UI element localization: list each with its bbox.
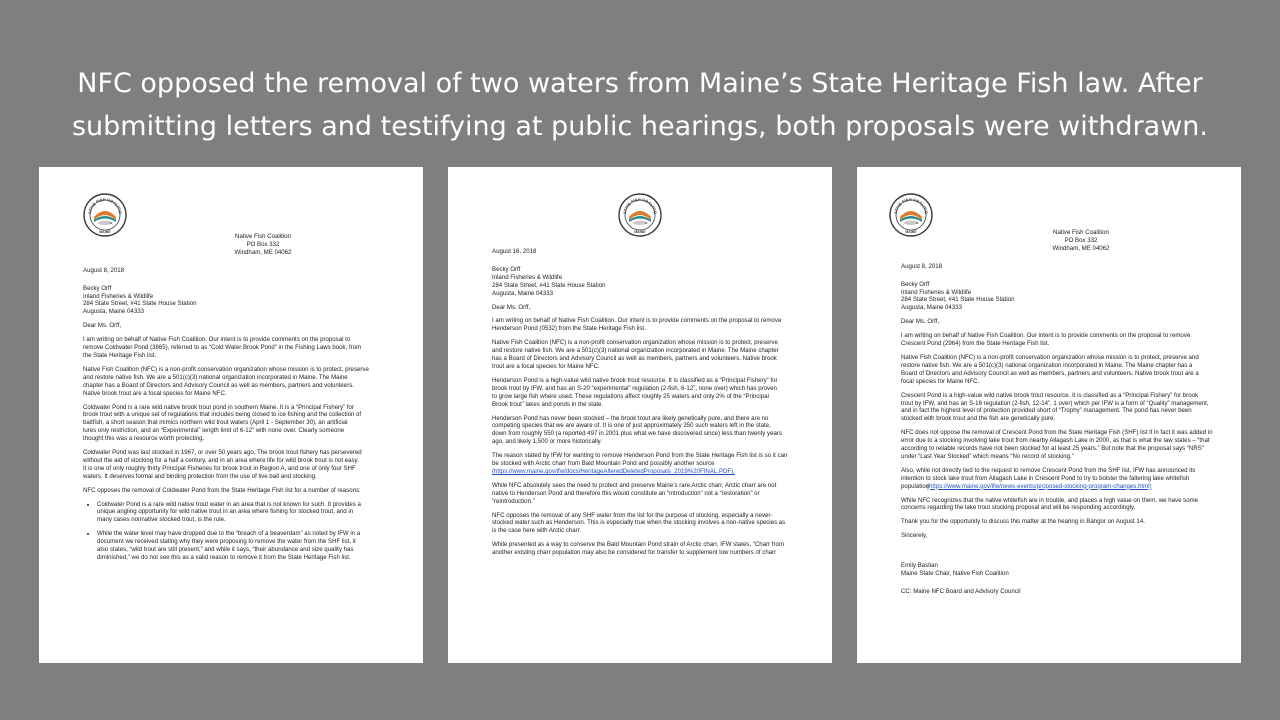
text-line: PO Box 332 [1064, 236, 1098, 244]
text-line: I am writing on behalf of Native Fish Coalition. Our intent is to provide comments on the proposal to [83, 336, 351, 344]
paragraph [901, 497, 1213, 513]
text-line: ago, and likely 1,500 or more historically. [492, 438, 602, 446]
text-line: Thank you for the opportunity to discuss this matter at the hearing in Bangor on August 14. [901, 518, 1145, 526]
text-line: intention to stock lake trout from Allagash Lake in Crescent Pond to try to bolster the faltering lake whitefish [901, 474, 1190, 482]
letter-body [492, 317, 804, 446]
text-line: 284 State Street, #41 State House Station [901, 296, 1015, 304]
letter-crescent-pond [857, 167, 1241, 663]
text-line: Emily Bastian [901, 562, 938, 570]
text-line: Inland Fisheries & Wildlife [83, 292, 154, 300]
text-line: thought this was a resource worth protecting. [83, 435, 205, 443]
slide-title [0, 62, 1280, 148]
salutation: Dear Ms. Orff, [492, 303, 531, 311]
letter-date: August 16, 2018 [492, 248, 537, 255]
paragraph [492, 415, 804, 447]
svg-text:NATIVE FISH COALITION: ATIVE FISH COALITIO [622, 196, 659, 215]
svg-text:MAINE: MAINE [99, 230, 111, 234]
reasons-list [83, 501, 395, 562]
text-line: Augusta, Maine 04333 [901, 304, 962, 312]
text-line: also states, “wild trout are still present,” and while it says, “their abundance and size quality has [97, 546, 354, 554]
text-line: Augusta, Maine 04333 [492, 289, 553, 297]
text-line: to grow large fish where used. These regulations affect roughly 25 waters and only 2% of the “Principal [492, 392, 769, 400]
letter-body-continued [901, 497, 1213, 541]
text-line: Inland Fisheries & Wildlife [901, 288, 972, 296]
text-line: is the case here with Arctic charr. [492, 527, 582, 535]
text-line: While presented as a way to conserve the Bald Mountain Pond strain of Arctic charr, IFW states, “Charr from [492, 541, 784, 549]
letter-date: August 8, 2018 [901, 262, 942, 270]
text-line: baitfish, a short season that mimics northern wild trout waters (April 1 - September 30), an artificial [83, 419, 348, 427]
text-line: diminished,” we do not see this as a valid reason to remove it from the State Heritage Fish list. [97, 554, 351, 561]
text-line: chapter has a Board of Directors and Advisory Council as well as members, partners and volunteers. [83, 381, 354, 389]
text-line: without the aid of stocking for a half a century, and in an area where life for wild brook trout is not easy. [83, 456, 359, 464]
sender-address [203, 233, 323, 257]
paragraph [83, 404, 395, 444]
text-line: many cases nonnative stocked trout, is the rule. [97, 516, 226, 524]
letter-date: August 8, 2018 [83, 266, 124, 274]
paragraph [901, 518, 1213, 526]
text-line: Native brook trout are a focal species for Maine NFC. [83, 389, 227, 397]
text-line: Native Fish Coalition [1053, 229, 1109, 236]
text-line: Crescent Pond (2964) from the State Heritage Fish list. [901, 340, 1050, 348]
paragraph [492, 339, 804, 371]
text-line: Coldwater Pond was last stocked in 1967, or over 50 years ago. The brook trout fishery has persevered [83, 449, 362, 457]
text-line: unique angling opportunity for wild native trout in an area where fishing for stocked trout, and in [97, 508, 354, 516]
text-line: stocked with brook trout and the fish are genetically pure. [901, 415, 1056, 423]
stocking-program-link[interactable]: (https://www.maine.gov/ifw/news-events/proposed-stocking-program-changes.html) [927, 482, 1152, 490]
svg-text:NATIVE FISH COALITION: ATIVE FISH COALITIO [87, 196, 124, 215]
text-line: Becky Orff [492, 265, 521, 273]
text-line: Native Fish Coalition (NFC) is a non-profit conservation organization whose mission is to protect, preserve [83, 365, 369, 373]
paragraph [901, 332, 1213, 348]
text-line: Maine State Chair, Native Fish Coalition [901, 570, 1009, 578]
nfc-logo-icon [618, 193, 662, 237]
text-line: and restore native fish. We are a 501(c)(3) national organization incorporated in Maine. The Maine [83, 373, 348, 381]
text-line: NFC opposes the removal of any SHF water from the list for the purpose of stocking, especially a never- [492, 511, 773, 519]
text-line: document we received stating why they were proposing to remove the water from the SHF list, it [97, 538, 356, 546]
paragraph [83, 366, 395, 398]
svg-text:NATIVE FISH COALITION: ATIVE FISH COALITIO [893, 196, 930, 215]
heritage-proposals-link[interactable]: (https://www.maine.gov/ifw/docs/HeritageAlteredDeletedProposals_2019%20FINAL.PDF). [492, 467, 735, 475]
list-item [97, 530, 395, 562]
paragraph [492, 482, 804, 506]
text-line: restore native fish. We are a 501(c)(3) national organization incorporated in Maine. The Maine chapter has a [901, 361, 1193, 369]
text-line: I am writing on behalf of Native Fish Coalition. Our intent is to provide comments on the proposal to remove [492, 317, 782, 325]
text-line: NFC opposes the removal of Coldwater Pond from the State Heritage Fish list for a number of reasons: [83, 486, 361, 494]
recipient-address [901, 281, 1213, 313]
svg-text:MAINE: MAINE [905, 230, 917, 234]
text-line: Crescent Pond is a high-value wild native brook trout resource. It is classified as a “Principal Fishery” for brook [901, 391, 1199, 399]
text-line: according to reliable records have not been stocked for at least 25 years.” But note that the proposal says “NRS” [901, 445, 1204, 453]
text-line: I am writing on behalf of Native Fish Coalition. Our intent is to provide comments on the proposal to remove [901, 332, 1191, 340]
paragraph [901, 429, 1213, 461]
paragraph [901, 392, 1213, 424]
text-line: concerns regarding the lake trout stocking proposal and will be responding accordingly. [901, 504, 1136, 512]
text-line: Native Fish Coalition (NFC) is a non-profit conservation organization whose mission is to protect, preserve [492, 339, 778, 347]
signature-block [901, 562, 1213, 578]
text-line: remove Coldwater Pond (3865), referred to as “Cold Water Brook Pond” in the Fishing Laws book, from [83, 344, 362, 352]
text-line: It is one of only roughly thirty Principal Fisheries for brook trout in Region A, and one of only four SHF [83, 464, 356, 472]
stocking-paragraph [901, 467, 1213, 491]
text-line: and in fact the highest level of protection provided short of “Trophy” management. The pond has never been [901, 407, 1192, 415]
text-line: Board of Directors and Advisory Council as well as members, partners and volunteers. Native brook trout are a [901, 369, 1199, 377]
text-line: Inland Fisheries & Wildlife [492, 273, 563, 281]
letter-body [83, 336, 395, 494]
paragraph [492, 512, 804, 536]
text-line: • While the water level may have dropped due to the “breach of a beaverdam” as noted by IFW in a [97, 530, 361, 538]
text-line: brook trout with a unique set of regulations that includes being closed to ice fishing and the collection of [83, 411, 362, 419]
slide-title-line: submitting letters and testifying at public hearings, both proposals were withdrawn. [71, 111, 1208, 142]
text-line: Henderson Pond has never been stocked – the brook trout are likely genetically pure, and there are no [492, 414, 769, 422]
text-line: NFC does not oppose the removal of Crescent Pond from the State Heritage Fish (SHF) list if in fact it was added in [901, 429, 1213, 437]
text-line: stocked water such as Henderson. This is especially true when the stocking involves a non-native species as [492, 519, 786, 527]
text-line: Becky Orff [83, 284, 112, 292]
text-line: PO Box 332 [246, 240, 280, 248]
cc-line: CC: Maine NFC Board and Advisory Council [901, 588, 1021, 596]
nfc-logo-icon [83, 193, 127, 237]
text-line: “reintroduction.” [492, 497, 535, 505]
text-line: Henderson Pond is a high-value wild native brook trout resource. It is classified as a “Principal Fishery” for [492, 376, 778, 384]
text-line: Also, while not directly tied to the request to remove Crescent Pond from the SHF list, IFW has announced its [901, 466, 1196, 474]
text-line: trout by IFW, and has an S-16 regulation (2-fish, 12-14”, 1 over) which per IFW is a form of “Quality” management, [901, 399, 1209, 407]
text-line: brook trout by IFW, and has an S-20 “experimental” regulation (2-fish, 6-12”, none over) which has proven [492, 384, 777, 392]
recipient-address [83, 285, 395, 317]
text-line: Henderson Pond (0532) from the State Heritage Fish list. [492, 325, 646, 333]
paragraph [83, 336, 395, 360]
text-line: Augusta, Maine 04333 [83, 308, 144, 316]
letter-body-continued [492, 482, 804, 557]
reason-paragraph [492, 452, 804, 476]
text-line: Becky Orff [901, 280, 930, 288]
recipient-address [492, 266, 804, 298]
text-line: Windham, ME 04062 [1052, 244, 1110, 252]
text-line: trout are a focal species for Maine NFC. [492, 362, 600, 370]
text-line: another existing charr population may also be considered for transfer to supplement low numbers of charr [492, 549, 777, 557]
letter-body [901, 332, 1213, 461]
text-line: Sincerely, [901, 532, 928, 540]
text-line: waters. It deserves formal and binding protection from the use of live bait and stocking. [83, 472, 317, 480]
text-line: • Coldwater Pond is a rare wild native trout water in an area that is not known for such. It provides a [97, 500, 361, 508]
svg-text:MAINE: MAINE [634, 230, 646, 234]
text-line: Native Fish Coalition [235, 233, 291, 240]
text-line: lures only restriction, and an “Experimental” length limit of 6-12” with none over. Clearly someone [83, 427, 345, 435]
paragraph [492, 317, 804, 333]
text-line: focal species for Maine NFC. [901, 377, 980, 385]
text-line: While NFC recognizes that the native whitefish are in trouble, and places a high value on them, we have some [901, 496, 1199, 504]
text-line: competing species that we are aware of. It is one of just approximately 350 such waters left in the state, [492, 422, 771, 430]
text-line: under “Last Year Stocked” which means “No record of stocking.” [901, 452, 1074, 460]
salutation: Dear Ms. Orff, [83, 322, 122, 330]
text-line: be stocked with Arctic charr from Bald Mountain Pond and possibly another source [492, 460, 715, 468]
text-line: 284 State Street, #41 State House Station [83, 300, 197, 308]
paragraph [492, 377, 804, 409]
paragraph [901, 354, 1213, 386]
text-line: 284 State Street, #41 State House Station [492, 281, 606, 289]
text-line: Brook trout” lakes and ponds in the state. [492, 400, 604, 408]
nfc-logo-icon [889, 193, 933, 237]
text-line: Windham, ME 04062 [234, 248, 292, 256]
paragraph [83, 449, 395, 481]
text-line: has a Board of Directors and Advisory Council as well as members, partners and volunteers. Native brook [492, 355, 777, 363]
text-line: and restore native fish. We are a 501(c)(3) national organization incorporated in Maine. The Maine chapter [492, 347, 779, 355]
letter-coldwater-pond [39, 167, 423, 663]
text-line: the State Heritage Fish list. [83, 351, 157, 359]
list-item [97, 501, 395, 525]
paragraph [492, 541, 804, 557]
text-line: population [901, 482, 930, 490]
text-line: Coldwater Pond is a rare wild native brook trout pond in southern Maine. It is a “Principal Fishery” for [83, 403, 354, 411]
paragraph [901, 532, 1213, 540]
slide-title-line: NFC opposed the removal of two waters from Maine’s State Heritage Fish law. After [77, 68, 1203, 99]
text-line: native to Henderson Pond and therefore this would constitute an “introduction” not a “restoration” or [492, 489, 760, 497]
salutation: Dear Ms. Orff, [901, 318, 940, 326]
text-line: While NFC absolutely sees the need to protect and preserve Maine’s rare Arctic charr, Arctic charr are not [492, 481, 777, 489]
text-line: down from roughly 550 (a reported 497 in 2001 plus what we have discovered since) less than twenty years [492, 430, 782, 438]
text-line: error due to a stocking involving lake trout from nearby Allagash Lake in 2000, as that is what the law states – “that [901, 437, 1210, 445]
text-line: The reason stated by IFW for wanting to remove Henderson Pond from the State Heritage Fish list is so it can [492, 452, 788, 460]
text-line: Native Fish Coalition (NFC) is a non-profit conservation organization whose mission is to protect, preserve and [901, 353, 1199, 361]
paragraph [83, 487, 395, 495]
sender-address [1021, 229, 1141, 253]
letter-henderson-pond [448, 167, 832, 663]
